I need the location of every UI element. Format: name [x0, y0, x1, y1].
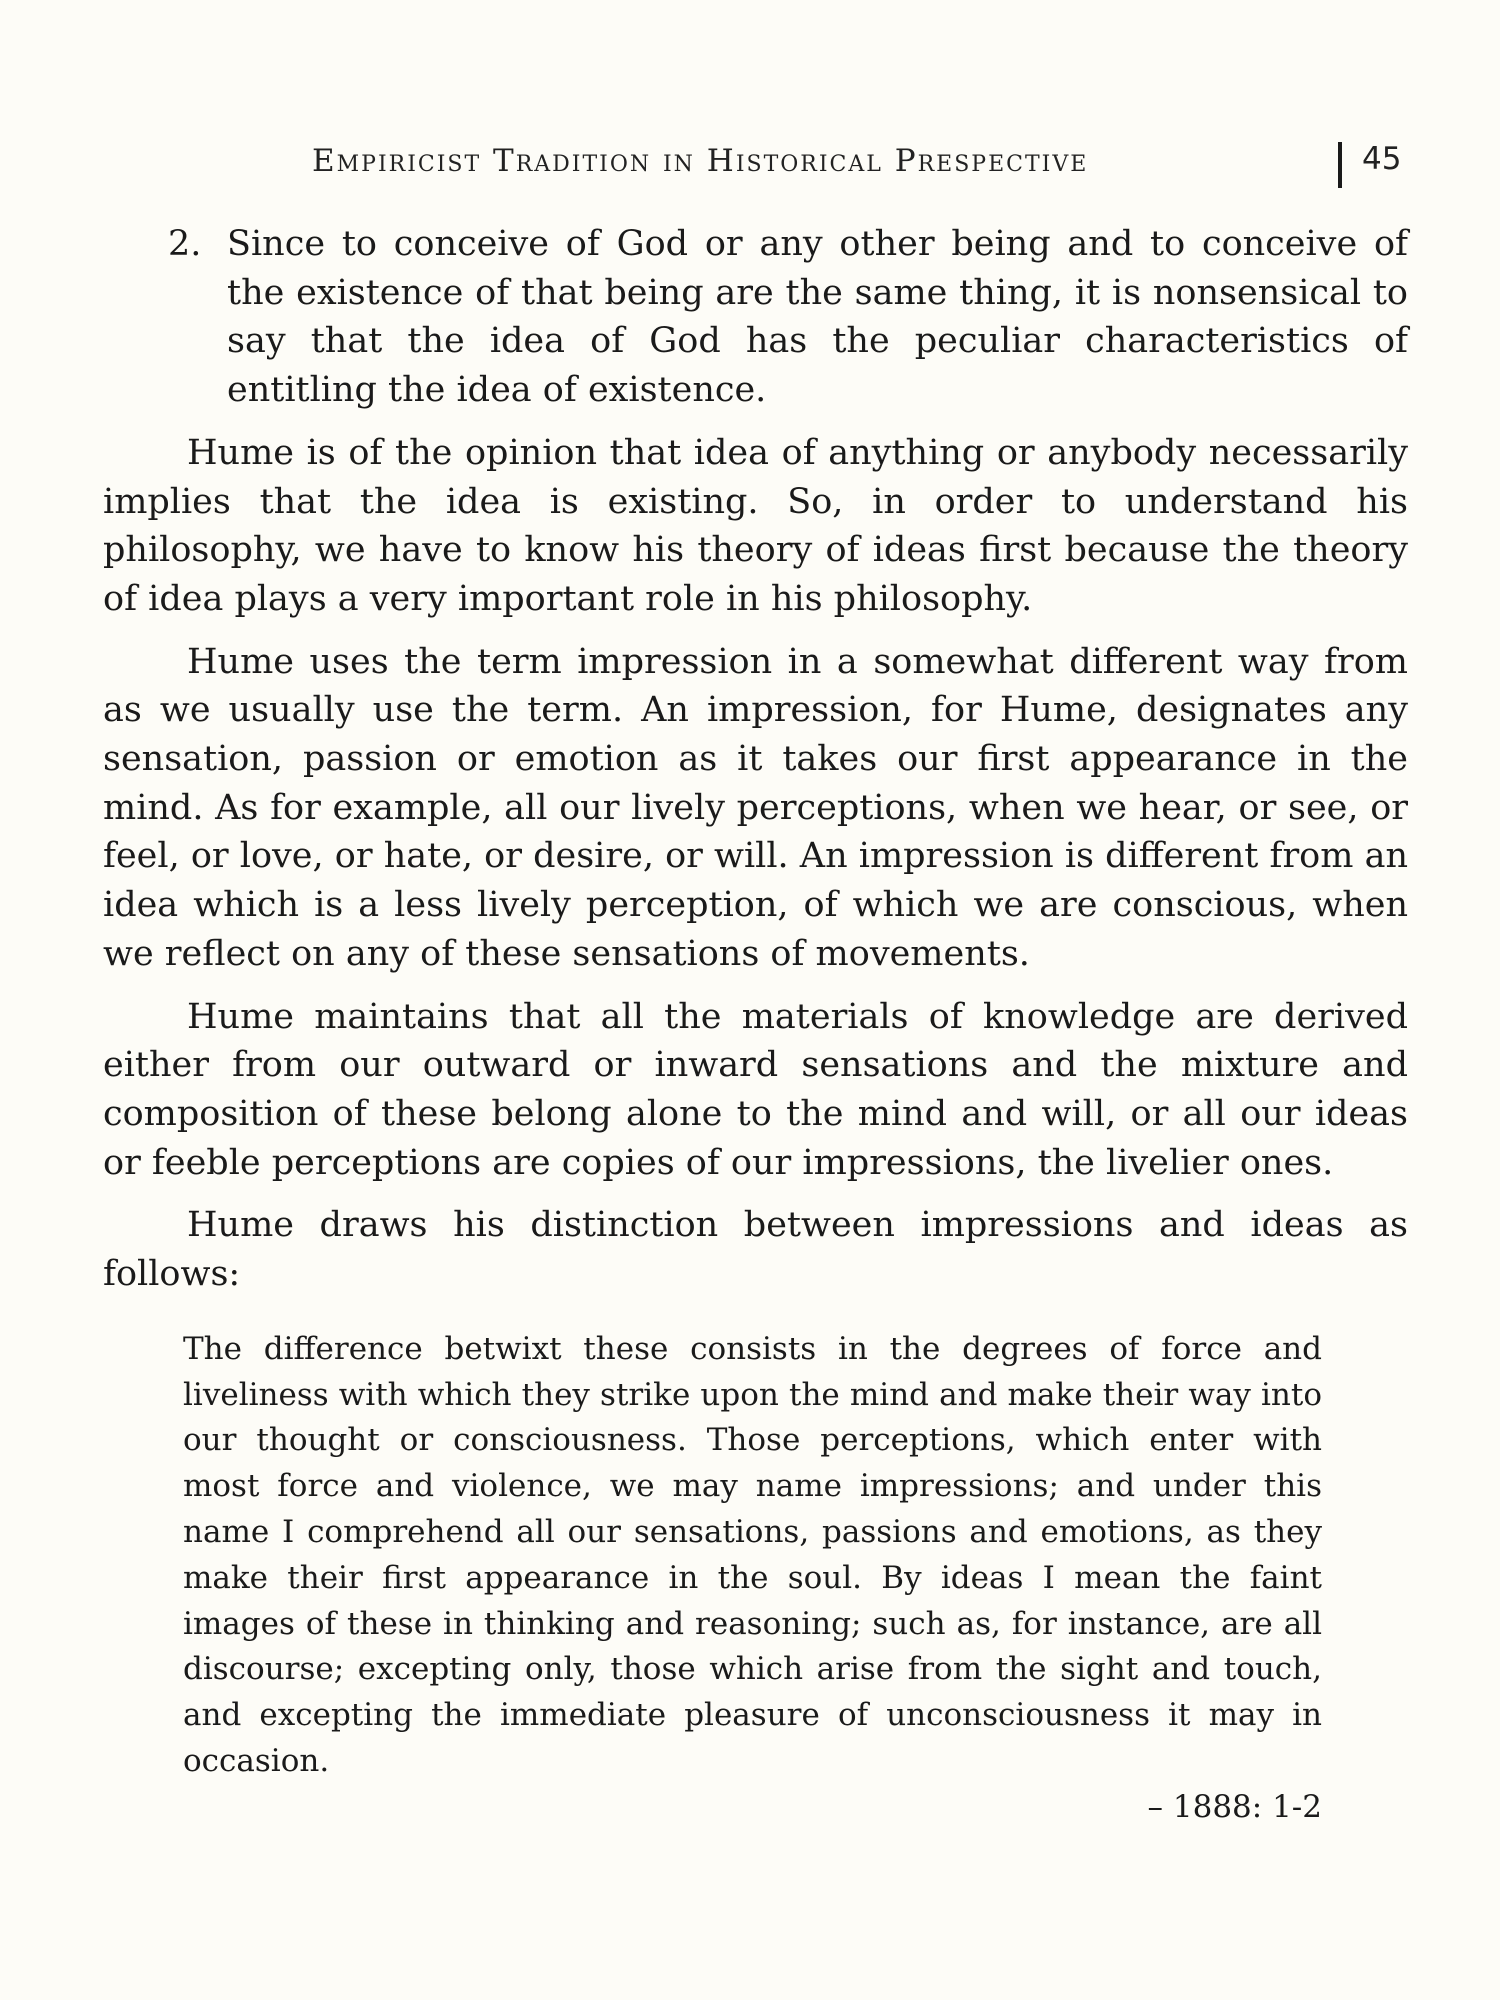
paragraph-distinction-intro: Hume draws his distinction between impressions and ideas as follows:: [103, 1205, 1408, 1295]
header-divider: [1338, 142, 1342, 188]
block-quote: The difference betwixt these consists in the degrees of force and liveliness with which they strike upon the mind and make their way into our thought or consciousness. Those perceptions, which enter with most force and violence, we may name impressions; and under this name I comprehend all our sensations, passions and emotions, as they make their first appearance in the soul. By ideas I mean the faint images of these in thinking and reasoning; such as, for instance, are all discourse; excepting only, those which arise from the sight and touch, and excepting the immediate pleasure of unconsciousness it may in occasion.: [183, 1330, 1322, 1779]
list-item-text: Since to conceive of God or any other being and to conceive of the existence of that being are the same thing, it is nonsensical to say that the idea of God has the peculiar characteristics of entitling the idea of existence.: [227, 224, 1408, 411]
numbered-list-item: [103, 220, 1408, 415]
running-head-title: Empiricist Tradition in Historical Prespective: [312, 143, 1089, 179]
paragraph-impression: Hume uses the term impression in a somewhat different way from as we usually use the term. An impression, for Hume, designates any sensation, passion or emotion as it takes our first appearance in the mind. As for example, all our lively perceptions, when we hear, or see, or feel, or love, or hate, or desire, or will. An impression is different from an idea which is a less lively perception, of which we are conscious, when we reflect on any of these sensations of movements.: [103, 641, 1408, 974]
list-item-number: 2.: [168, 224, 202, 264]
quote-citation: – 1888: 1-2: [1147, 1788, 1322, 1825]
paragraph-materials-of-knowledge: Hume maintains that all the materials of knowledge are derived either from our outward or inward sensations and the mixture and composition of these belong alone to the mind and will, or all our ideas or feeble perceptions are copies of our impressions, the livelier ones.: [103, 996, 1408, 1183]
body-text: [103, 220, 1408, 1829]
page-number: 45: [1362, 141, 1402, 177]
paragraph-theory-of-ideas: Hume is of the opinion that idea of anything or anybody necessarily implies that the idea is existing. So, in order to understand his philosophy, we have to know his theory of ideas first because the theory of idea plays a very important role in his philosophy.: [103, 432, 1408, 619]
